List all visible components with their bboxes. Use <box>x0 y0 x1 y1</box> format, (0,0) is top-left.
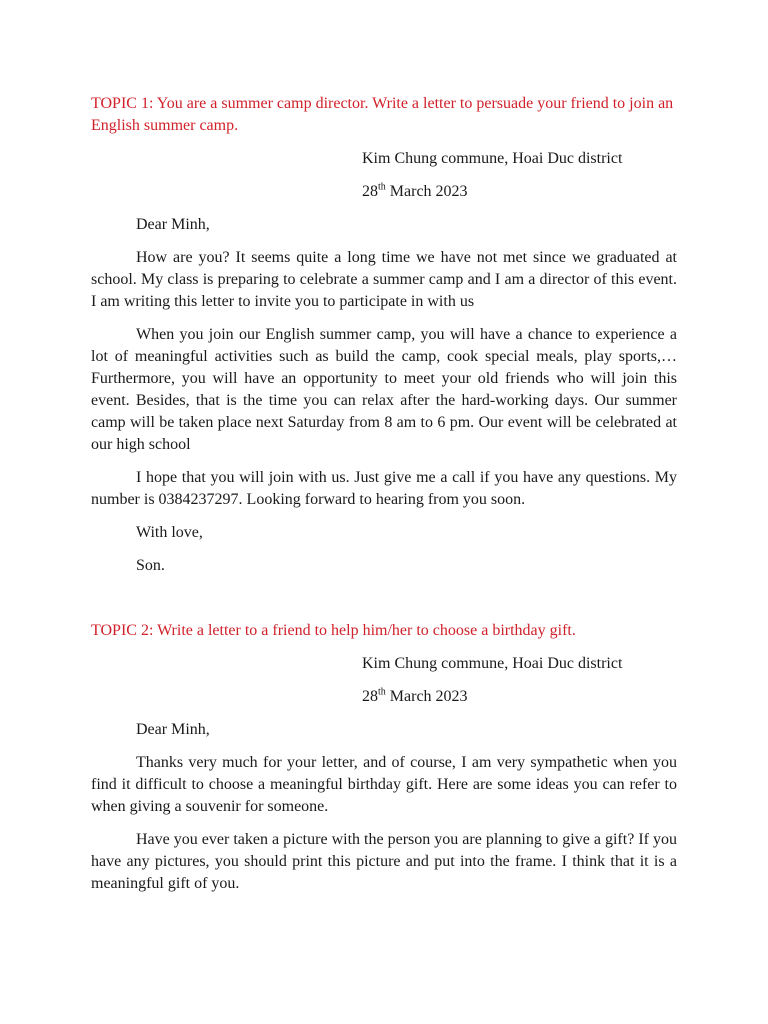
letter-1-paragraph-2: When you join our English summer camp, you will have a chance to experience a lot of meaningful activities such as build the camp, cook special meals, play sports,… Furthermore, you will have an opportunity to meet your old friends who will join this event. Besides, that is the time you can relax after the hard-working days. Our summer camp will be taken place next Saturday from 8 am to 6 pm. Our event will be celebrated at our high school <box>91 326 677 453</box>
letter-2-paragraph-1: Thanks very much for your letter, and of course, I am very sympathetic when you find it difficult to choose a meaningful birthday gift. Here are some ideas you can refer to when giving a souvenir for someone. <box>91 754 677 815</box>
letter-1-address: Kim Chung commune, Hoai Duc district <box>362 150 623 167</box>
topic-1-heading: TOPIC 1: You are a summer camp director. Write a letter to persuade your friend to join an English summer camp. <box>91 95 674 134</box>
letter-2-paragraph-2: Have you ever taken a picture with the person you are planning to give a gift? If you have any pictures, you should print this picture and put into the frame. I think that it is a meaningful gift of you. <box>91 831 677 892</box>
letter-2-address: Kim Chung commune, Hoai Duc district <box>362 655 623 672</box>
letter-1-paragraph-3: I hope that you will join with us. Just give me a call if you have any questions. My number is 0384237297. Looking forward to hearing from you soon. <box>91 469 677 508</box>
letter-2-greeting: Dear Minh, <box>136 721 210 738</box>
date-day: 28 <box>362 183 378 200</box>
letter-1-signature: Son. <box>136 557 165 574</box>
document-page <box>91 93 677 895</box>
letter-1-greeting: Dear Minh, <box>136 216 210 233</box>
date-suffix: th <box>378 686 386 698</box>
date-month-year: March 2023 <box>385 183 468 200</box>
letter-1-paragraph-1: How are you? It seems quite a long time we have not met since we graduated at school. My class is preparing to celebrate a summer camp and I am a director of this event. I am writing this letter to invite you to participate in with us <box>91 249 677 310</box>
date-month-year: March 2023 <box>385 688 468 705</box>
date-suffix: th <box>378 181 386 193</box>
letter-1-date <box>91 181 677 203</box>
letter-1-closing: With love, <box>136 524 203 541</box>
topic-2-heading: TOPIC 2: Write a letter to a friend to help him/her to choose a birthday gift. <box>91 622 576 639</box>
letter-2-date <box>91 686 677 708</box>
date-day: 28 <box>362 688 378 705</box>
